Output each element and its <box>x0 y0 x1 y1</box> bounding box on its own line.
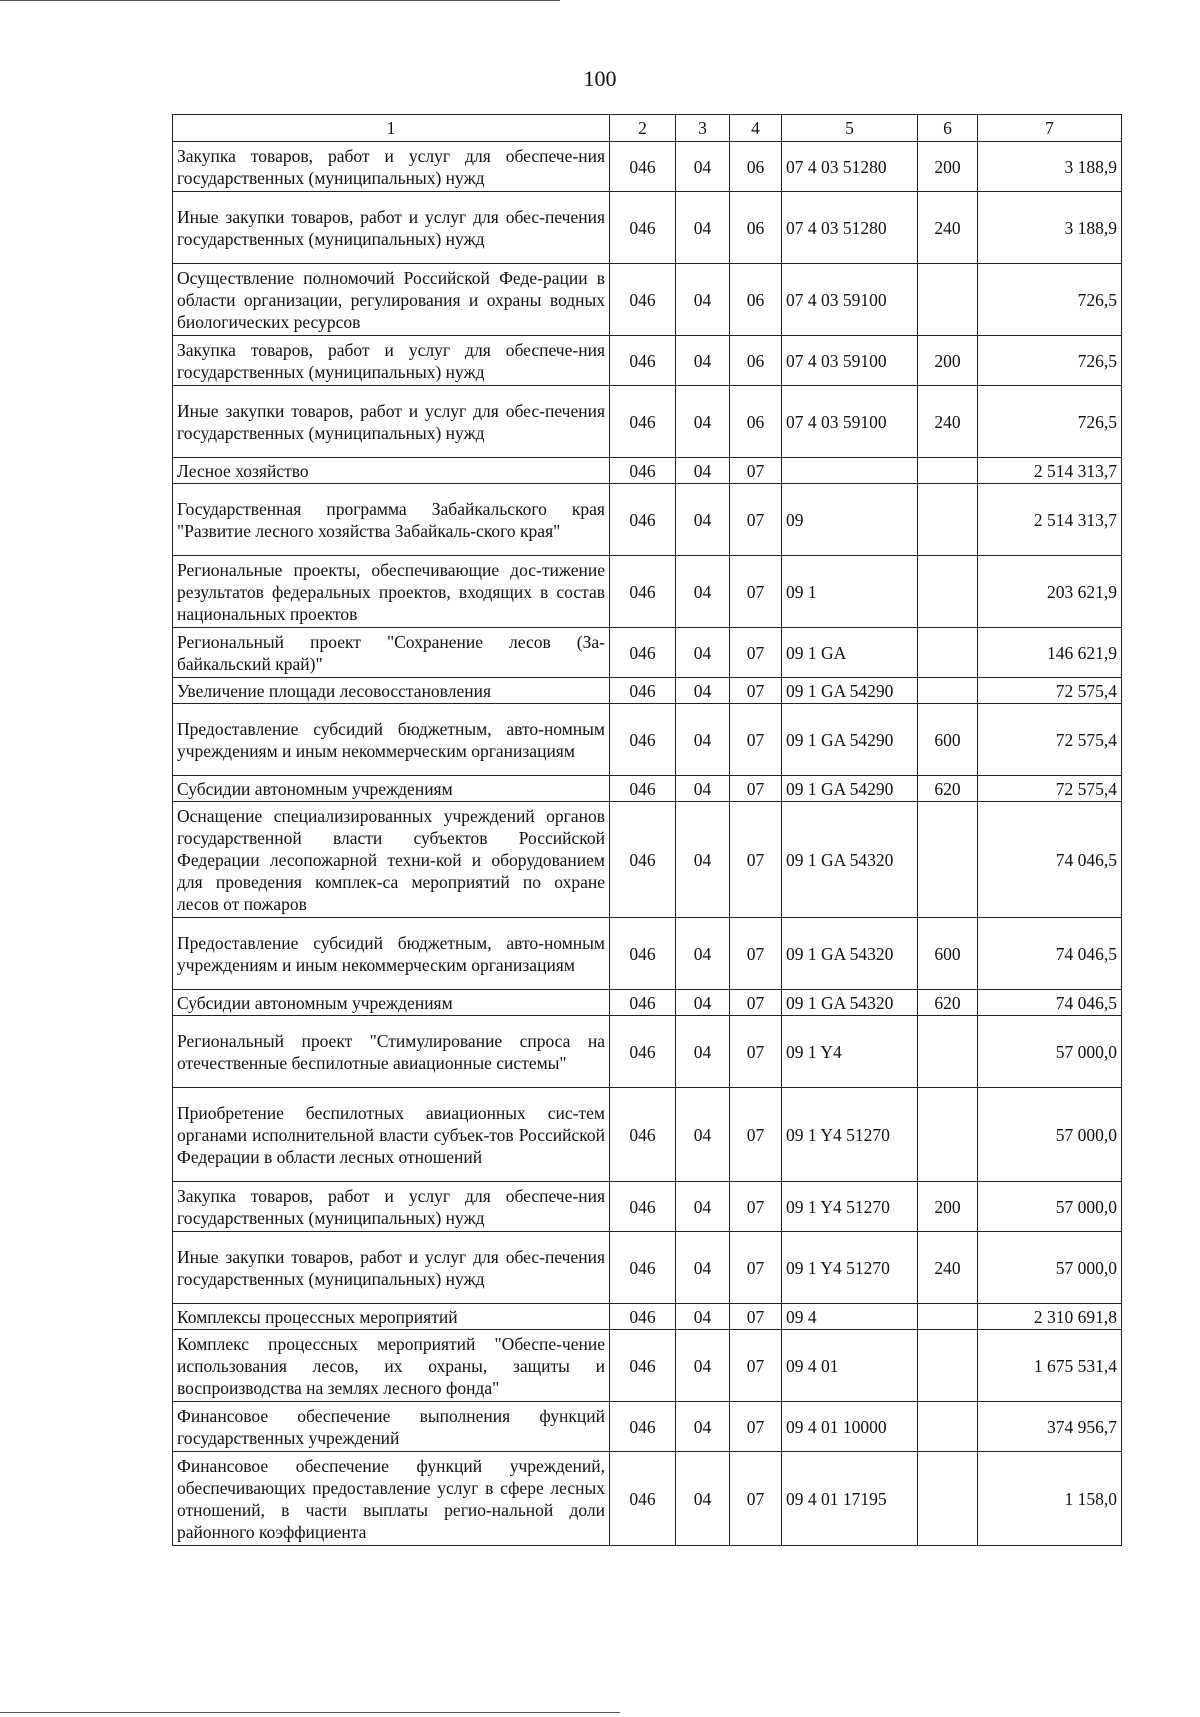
row-col5-cell: 09 4 01 10000 <box>782 1402 918 1452</box>
row-name-cell: Предоставление субсидий бюджетным, авто-номным учреждениям и иным некоммерческим организациям <box>173 918 610 990</box>
row-col3-cell: 04 <box>676 1402 730 1452</box>
row-col5-cell: 09 1 GA 54320 <box>782 990 918 1016</box>
column-header: 5 <box>782 115 918 142</box>
row-col4-cell: 07 <box>730 802 782 918</box>
row-col2-cell: 046 <box>610 1452 676 1546</box>
row-name-cell: Иные закупки товаров, работ и услуг для обес-печения государственных (муниципальных) нужд <box>173 192 610 264</box>
row-amount-cell: 57 000,0 <box>978 1016 1122 1088</box>
scan-edge-top <box>0 0 560 1</box>
row-col2-cell: 046 <box>610 1402 676 1452</box>
column-header: 1 <box>173 115 610 142</box>
row-col5-cell: 09 1 GA 54320 <box>782 802 918 918</box>
row-col4-cell: 06 <box>730 386 782 458</box>
row-col3-cell: 04 <box>676 1088 730 1182</box>
row-col4-cell: 07 <box>730 776 782 802</box>
table-row <box>173 1088 1122 1182</box>
row-col6-cell: 600 <box>918 704 978 776</box>
row-col6-cell: 200 <box>918 142 978 192</box>
row-col5-cell: 09 1 GA 54290 <box>782 678 918 704</box>
row-col6-cell: 200 <box>918 1182 978 1232</box>
row-col6-cell <box>918 802 978 918</box>
row-col3-cell: 04 <box>676 264 730 336</box>
row-col2-cell: 046 <box>610 192 676 264</box>
row-col3-cell: 04 <box>676 386 730 458</box>
table-row <box>173 704 1122 776</box>
row-amount-cell: 72 575,4 <box>978 704 1122 776</box>
row-col2-cell: 046 <box>610 264 676 336</box>
table-row <box>173 1452 1122 1546</box>
row-col5-cell: 07 4 03 59100 <box>782 264 918 336</box>
row-col3-cell: 04 <box>676 1232 730 1304</box>
row-name-cell: Комплекс процессных мероприятий "Обеспе-чение использования лесов, их охраны, защиты и воспроизводства на землях лесного фонда" <box>173 1330 610 1402</box>
row-col3-cell: 04 <box>676 1016 730 1088</box>
table-row <box>173 918 1122 990</box>
row-col6-cell <box>918 678 978 704</box>
table-row <box>173 556 1122 628</box>
row-amount-cell: 72 575,4 <box>978 678 1122 704</box>
row-col5-cell <box>782 458 918 484</box>
row-col3-cell: 04 <box>676 142 730 192</box>
table-row <box>173 458 1122 484</box>
row-amount-cell: 2 514 313,7 <box>978 484 1122 556</box>
row-name-cell: Закупка товаров, работ и услуг для обеспече-ния государственных (муниципальных) нужд <box>173 1182 610 1232</box>
row-col5-cell: 09 1 GA 54290 <box>782 704 918 776</box>
row-col6-cell <box>918 484 978 556</box>
row-amount-cell: 1 158,0 <box>978 1452 1122 1546</box>
table-row <box>173 678 1122 704</box>
row-col2-cell: 046 <box>610 1088 676 1182</box>
row-col2-cell: 046 <box>610 776 676 802</box>
table-row <box>173 386 1122 458</box>
row-col4-cell: 07 <box>730 1452 782 1546</box>
row-amount-cell: 374 956,7 <box>978 1402 1122 1452</box>
row-col5-cell: 09 1 Y4 51270 <box>782 1182 918 1232</box>
row-col2-cell: 046 <box>610 556 676 628</box>
row-col6-cell: 200 <box>918 336 978 386</box>
row-col2-cell: 046 <box>610 1182 676 1232</box>
row-col2-cell: 046 <box>610 1304 676 1330</box>
column-header: 4 <box>730 115 782 142</box>
row-col3-cell: 04 <box>676 484 730 556</box>
row-col3-cell: 04 <box>676 1182 730 1232</box>
row-col2-cell: 046 <box>610 458 676 484</box>
row-col3-cell: 04 <box>676 458 730 484</box>
row-col3-cell: 04 <box>676 336 730 386</box>
row-col3-cell: 04 <box>676 1330 730 1402</box>
row-name-cell: Финансовое обеспечение выполнения функций государственных учреждений <box>173 1402 610 1452</box>
row-col2-cell: 046 <box>610 1016 676 1088</box>
row-col6-cell <box>918 1088 978 1182</box>
row-name-cell: Иные закупки товаров, работ и услуг для обес-печения государственных (муниципальных) нужд <box>173 386 610 458</box>
table-row <box>173 192 1122 264</box>
table-row <box>173 1304 1122 1330</box>
row-col4-cell: 07 <box>730 1330 782 1402</box>
row-col4-cell: 07 <box>730 918 782 990</box>
row-col4-cell: 06 <box>730 336 782 386</box>
row-name-cell: Региональный проект "Стимулирование спроса на отечественные беспилотные авиационные системы" <box>173 1016 610 1088</box>
row-amount-cell: 1 675 531,4 <box>978 1330 1122 1402</box>
row-col4-cell: 07 <box>730 628 782 678</box>
row-amount-cell: 203 621,9 <box>978 556 1122 628</box>
table-row <box>173 628 1122 678</box>
row-name-cell: Закупка товаров, работ и услуг для обеспече-ния государственных (муниципальных) нужд <box>173 142 610 192</box>
row-col2-cell: 046 <box>610 336 676 386</box>
row-amount-cell: 146 621,9 <box>978 628 1122 678</box>
row-col4-cell: 07 <box>730 458 782 484</box>
column-header: 3 <box>676 115 730 142</box>
row-col6-cell <box>918 458 978 484</box>
row-amount-cell: 57 000,0 <box>978 1232 1122 1304</box>
row-col4-cell: 06 <box>730 264 782 336</box>
row-col6-cell: 620 <box>918 776 978 802</box>
row-col3-cell: 04 <box>676 776 730 802</box>
row-name-cell: Субсидии автономным учреждениям <box>173 776 610 802</box>
row-col4-cell: 06 <box>730 192 782 264</box>
row-col3-cell: 04 <box>676 192 730 264</box>
row-col3-cell: 04 <box>676 1452 730 1546</box>
table-row <box>173 264 1122 336</box>
row-col3-cell: 04 <box>676 990 730 1016</box>
row-col5-cell: 09 1 GA 54290 <box>782 776 918 802</box>
row-amount-cell: 74 046,5 <box>978 918 1122 990</box>
row-col4-cell: 07 <box>730 704 782 776</box>
row-col6-cell <box>918 1402 978 1452</box>
scan-edge-bottom <box>0 1712 620 1713</box>
row-col6-cell <box>918 1330 978 1402</box>
row-col4-cell: 07 <box>730 1304 782 1330</box>
row-amount-cell: 57 000,0 <box>978 1182 1122 1232</box>
row-col2-cell: 046 <box>610 628 676 678</box>
row-col2-cell: 046 <box>610 1232 676 1304</box>
row-col4-cell: 07 <box>730 484 782 556</box>
row-col6-cell <box>918 264 978 336</box>
table-row <box>173 336 1122 386</box>
row-col4-cell: 07 <box>730 1182 782 1232</box>
row-col5-cell: 09 1 Y4 51270 <box>782 1232 918 1304</box>
table-header-row <box>173 115 1122 142</box>
row-col5-cell: 07 4 03 59100 <box>782 336 918 386</box>
row-col6-cell <box>918 1016 978 1088</box>
row-col3-cell: 04 <box>676 918 730 990</box>
table-row <box>173 142 1122 192</box>
row-col4-cell: 06 <box>730 142 782 192</box>
row-col5-cell: 07 4 03 59100 <box>782 386 918 458</box>
row-name-cell: Региональный проект "Сохранение лесов (За-байкальский край)" <box>173 628 610 678</box>
row-amount-cell: 57 000,0 <box>978 1088 1122 1182</box>
row-col5-cell: 09 4 <box>782 1304 918 1330</box>
row-col5-cell: 09 1 GA <box>782 628 918 678</box>
row-col2-cell: 046 <box>610 678 676 704</box>
row-col5-cell: 09 1 GA 54320 <box>782 918 918 990</box>
row-col2-cell: 046 <box>610 918 676 990</box>
row-col4-cell: 07 <box>730 990 782 1016</box>
row-name-cell: Иные закупки товаров, работ и услуг для обес-печения государственных (муниципальных) нужд <box>173 1232 610 1304</box>
row-amount-cell: 2 310 691,8 <box>978 1304 1122 1330</box>
row-col4-cell: 07 <box>730 1016 782 1088</box>
row-col6-cell <box>918 556 978 628</box>
row-col2-cell: 046 <box>610 990 676 1016</box>
row-col6-cell <box>918 1452 978 1546</box>
row-col2-cell: 046 <box>610 484 676 556</box>
row-col4-cell: 07 <box>730 678 782 704</box>
row-col5-cell: 09 <box>782 484 918 556</box>
row-name-cell: Региональные проекты, обеспечивающие дос-тижение результатов федеральных проектов, входящих в состав национальных проектов <box>173 556 610 628</box>
row-col5-cell: 09 1 Y4 51270 <box>782 1088 918 1182</box>
table-row <box>173 1232 1122 1304</box>
row-col6-cell: 620 <box>918 990 978 1016</box>
row-amount-cell: 74 046,5 <box>978 802 1122 918</box>
row-col5-cell: 09 1 <box>782 556 918 628</box>
row-col6-cell <box>918 1304 978 1330</box>
row-col3-cell: 04 <box>676 678 730 704</box>
page-number: 100 <box>583 66 617 91</box>
row-amount-cell: 74 046,5 <box>978 990 1122 1016</box>
row-name-cell: Комплексы процессных мероприятий <box>173 1304 610 1330</box>
row-col6-cell: 240 <box>918 192 978 264</box>
row-col5-cell: 09 1 Y4 <box>782 1016 918 1088</box>
column-header: 2 <box>610 115 676 142</box>
row-col4-cell: 07 <box>730 1402 782 1452</box>
row-col3-cell: 04 <box>676 704 730 776</box>
row-col3-cell: 04 <box>676 628 730 678</box>
row-name-cell: Государственная программа Забайкальского края "Развитие лесного хозяйства Забайкаль-ского края" <box>173 484 610 556</box>
row-col6-cell <box>918 628 978 678</box>
row-amount-cell: 2 514 313,7 <box>978 458 1122 484</box>
row-col6-cell: 240 <box>918 386 978 458</box>
row-name-cell: Оснащение специализированных учреждений органов государственной власти субъектов Российской Федерации лесопожарной техни-кой и оборудованием для проведения комплек-са мероприятий по охране лесов от пожаров <box>173 802 610 918</box>
column-header: 7 <box>978 115 1122 142</box>
table-row <box>173 1402 1122 1452</box>
row-col2-cell: 046 <box>610 802 676 918</box>
row-col4-cell: 07 <box>730 1088 782 1182</box>
row-col4-cell: 07 <box>730 1232 782 1304</box>
row-col5-cell: 07 4 03 51280 <box>782 192 918 264</box>
row-col3-cell: 04 <box>676 556 730 628</box>
row-col6-cell: 240 <box>918 1232 978 1304</box>
row-col5-cell: 07 4 03 51280 <box>782 142 918 192</box>
table-row <box>173 1182 1122 1232</box>
row-col5-cell: 09 4 01 <box>782 1330 918 1402</box>
row-name-cell: Финансовое обеспечение функций учреждений, обеспечивающих предоставление услуг в сфере лесных отношений, в части выплаты регио-нальной доли районного коэффициента <box>173 1452 610 1546</box>
row-amount-cell: 3 188,9 <box>978 142 1122 192</box>
row-col6-cell: 600 <box>918 918 978 990</box>
row-name-cell: Субсидии автономным учреждениям <box>173 990 610 1016</box>
row-col2-cell: 046 <box>610 386 676 458</box>
table-row <box>173 990 1122 1016</box>
row-col3-cell: 04 <box>676 1304 730 1330</box>
row-amount-cell: 726,5 <box>978 336 1122 386</box>
budget-table <box>172 114 1122 1546</box>
row-col5-cell: 09 4 01 17195 <box>782 1452 918 1546</box>
row-name-cell: Приобретение беспилотных авиационных сис-тем органами исполнительной власти субъек-тов Российской Федерации в области лесных отношений <box>173 1088 610 1182</box>
row-col3-cell: 04 <box>676 802 730 918</box>
row-col2-cell: 046 <box>610 704 676 776</box>
row-name-cell: Закупка товаров, работ и услуг для обеспече-ния государственных (муниципальных) нужд <box>173 336 610 386</box>
column-header: 6 <box>918 115 978 142</box>
table-row <box>173 802 1122 918</box>
row-col4-cell: 07 <box>730 556 782 628</box>
row-name-cell: Осуществление полномочий Российской Феде-рации в области организации, регулирования и охраны водных биологических ресурсов <box>173 264 610 336</box>
table-row <box>173 484 1122 556</box>
row-name-cell: Лесное хозяйство <box>173 458 610 484</box>
row-col2-cell: 046 <box>610 1330 676 1402</box>
row-name-cell: Увеличение площади лесовосстановления <box>173 678 610 704</box>
row-amount-cell: 3 188,9 <box>978 192 1122 264</box>
row-amount-cell: 726,5 <box>978 386 1122 458</box>
row-amount-cell: 726,5 <box>978 264 1122 336</box>
table-row <box>173 776 1122 802</box>
row-amount-cell: 72 575,4 <box>978 776 1122 802</box>
table-row <box>173 1330 1122 1402</box>
row-name-cell: Предоставление субсидий бюджетным, авто-номным учреждениям и иным некоммерческим организациям <box>173 704 610 776</box>
table-row <box>173 1016 1122 1088</box>
row-col2-cell: 046 <box>610 142 676 192</box>
